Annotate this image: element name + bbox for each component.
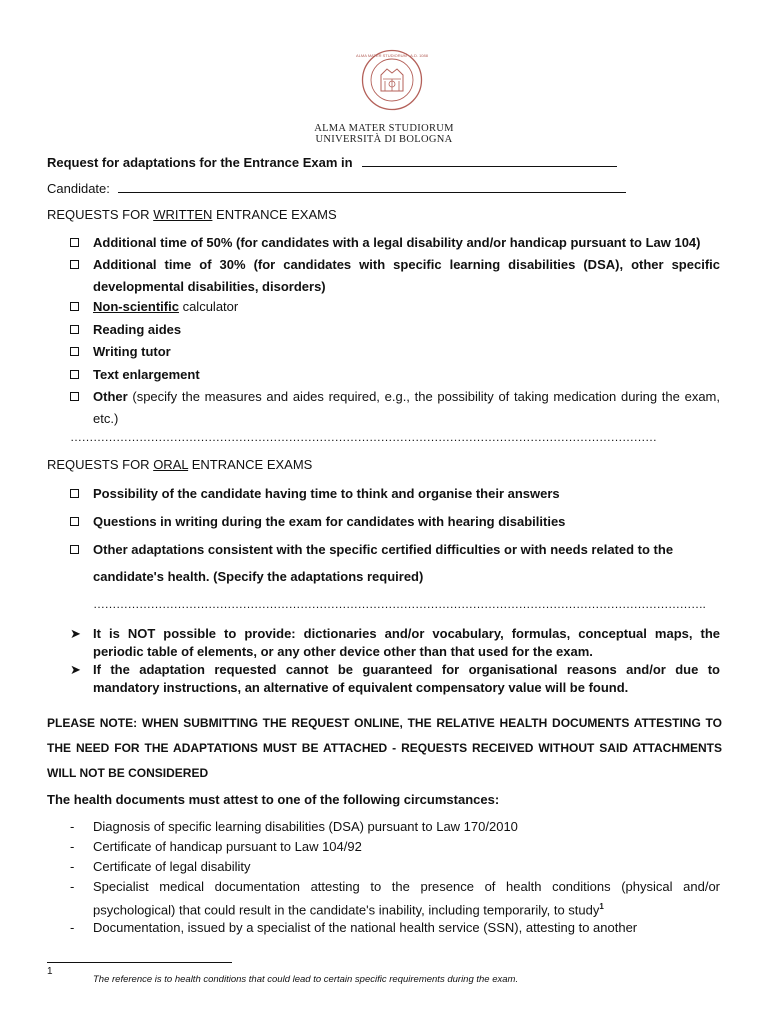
- footnote-text: The reference is to health conditions that could lead to certain specific requirements during the exam.: [93, 974, 519, 985]
- health-doc-item: - Diagnosis of specific learning disabilities (DSA) pursuant to Law 170/2010: [70, 819, 518, 834]
- checkbox-icon[interactable]: [70, 302, 79, 311]
- checkbox-icon[interactable]: [70, 517, 79, 526]
- institution-name-line2: UNIVERSITÀ DI BOLOGNA: [315, 134, 453, 145]
- candidate-label: Candidate:: [47, 181, 110, 196]
- request-label: Request for adaptations for the Entrance Exam in: [47, 155, 353, 170]
- request-line: [47, 154, 617, 170]
- university-seal-logo: [356, 49, 428, 111]
- seal-text: ALMA MATER STUDIORUM · A.D. 1088: [356, 53, 428, 58]
- written-option-other[interactable]: Other (specify the measures and aides required, e.g., the possibility of taking medication during the exam, etc.): [70, 386, 720, 430]
- health-doc-item: - Certificate of handicap pursuant to Law 104/92: [70, 839, 362, 854]
- footnote-separator: [47, 962, 232, 963]
- written-option-extra-time-30[interactable]: Additional time of 30% (for candidates with specific learning disabilities (DSA), other specific developmental disabilities, disorders): [70, 254, 720, 298]
- written-option-writing-tutor[interactable]: Writing tutor: [70, 341, 720, 363]
- checkbox-icon[interactable]: [70, 260, 79, 269]
- checkbox-icon[interactable]: [70, 238, 79, 247]
- footnote-number: 1: [47, 966, 53, 977]
- health-documents-heading: The health documents must attest to one of the following circumstances:: [47, 792, 500, 807]
- written-option-extra-time-50[interactable]: Additional time of 50% (for candidates with a legal disability and/or handicap pursuant to Law 104): [70, 232, 720, 254]
- oral-option-written-questions[interactable]: Questions in writing during the exam for candidates with hearing disabilities: [70, 511, 720, 533]
- candidate-name-field[interactable]: [118, 180, 626, 193]
- checkbox-icon[interactable]: [70, 325, 79, 334]
- footnote-ref[interactable]: 1: [599, 902, 604, 911]
- note-alternative: ➤ If the adaptation requested cannot be guaranteed for organisational reasons and/or due to mandatory instructions, an alternative of equivalent compensatory value will be found.: [70, 662, 720, 695]
- checkbox-icon[interactable]: [70, 370, 79, 379]
- please-note-paragraph: PLEASE NOTE: WHEN SUBMITTING THE REQUEST ONLINE, THE RELATIVE HEALTH DOCUMENTS ATTESTING TO THE NEED FOR THE ADAPTATIONS MUST BE ATTACHED - REQUESTS RECEIVED WITHOUT SAID ATTACHMENTS WILL NOT BE CONSIDERED: [47, 716, 722, 780]
- institution-name-line1: ALMA MATER STUDIORUM: [314, 123, 454, 134]
- written-exams-heading: REQUESTS FOR WRITTEN ENTRANCE EXAMS: [47, 207, 337, 222]
- checkbox-icon[interactable]: [70, 347, 79, 356]
- oral-option-other-adaptations-cont: candidate's health. (Specify the adaptations required): [93, 569, 424, 584]
- health-doc-item: - Specialist medical documentation attesting to the presence of health conditions (physical and/or psychological) that could result in the candidate's inability, including temporarily, to study$^1$: [70, 879, 720, 918]
- oral-other-fill-line[interactable]: …………………………………………………………………………………………………………………………………………….: [93, 597, 706, 611]
- health-doc-item: - Certificate of legal disability: [70, 859, 251, 874]
- oral-exams-heading: REQUESTS FOR ORAL ENTRANCE EXAMS: [47, 457, 313, 472]
- written-option-calculator[interactable]: Non-scientific calculator: [70, 296, 720, 318]
- checkbox-icon[interactable]: [70, 545, 79, 554]
- arrow-bullet-icon: ➤: [70, 662, 81, 677]
- written-other-fill-line[interactable]: ………………………………………………………………………………………………………………………………………: [70, 430, 657, 444]
- candidate-line: [47, 180, 626, 196]
- health-doc-item: - Documentation, issued by a specialist of the national health service (SSN), attesting to another: [70, 920, 638, 935]
- oral-option-thinking-time[interactable]: Possibility of the candidate having time to think and organise their answers: [70, 483, 720, 505]
- checkbox-icon[interactable]: [70, 392, 79, 401]
- written-option-reading-aides[interactable]: Reading aides: [70, 319, 720, 341]
- exam-name-field[interactable]: [362, 154, 617, 167]
- oral-option-other-adaptations[interactable]: Other adaptations consistent with the specific certified difficulties or with needs related to the: [70, 539, 720, 561]
- arrow-bullet-icon: ➤: [70, 626, 81, 641]
- written-option-text-enlargement[interactable]: Text enlargement: [70, 364, 720, 386]
- note-not-possible: ➤ It is NOT possible to provide: dictionaries and/or vocabulary, formulas, conceptual maps, the periodic table of elements, or any other device other than that used for the exam.: [70, 626, 720, 659]
- checkbox-icon[interactable]: [70, 489, 79, 498]
